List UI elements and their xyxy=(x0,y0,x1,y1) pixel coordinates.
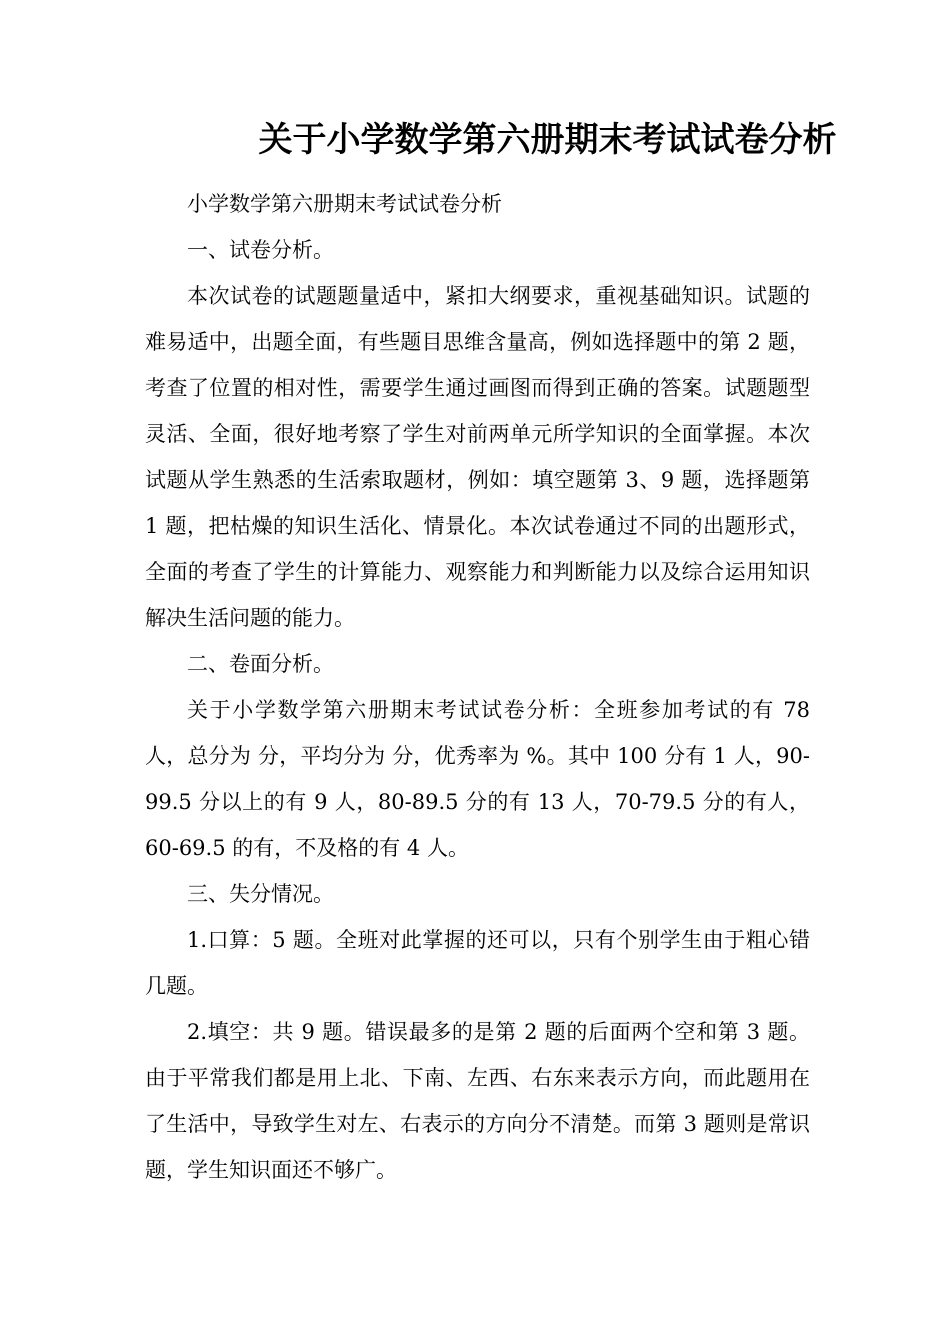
paragraph-subtitle: 小学数学第六册期末考试试卷分析 xyxy=(187,192,502,216)
section-heading-2: 二、卷面分析。 xyxy=(187,652,334,676)
paragraph-score-analysis: 关于小学数学第六册期末考试试卷分析：全班参加考试的有 78 人，总分为 分，平均分为 分，优秀率为 %。其中 100 分有 1 人，90-99.5 分以上的有 9 人，80-89.5 分的有 13 人，70-79.5 分的有人，60-69.5 的有，不及格的有 4 人。 xyxy=(145,698,810,860)
paragraph-mental-math: 1.口算：5 题。全班对此掌握的还可以，只有个别学生由于粗心错几题。 xyxy=(145,928,810,998)
paragraph-fill-in: 2.填空：共 9 题。错误最多的是第 2 题的后面两个空和第 3 题。由于平常我们都是用上北、下南、左西、右东来表示方向，而此题用在了生活中，导致学生对左、右表示的方向分不清楚。而第 3 题则是常识题，学生知识面还不够广。 xyxy=(145,1020,810,1182)
section-heading-1: 一、试卷分析。 xyxy=(187,238,334,262)
section-heading-3: 三、失分情况。 xyxy=(187,882,334,906)
document-body xyxy=(145,181,810,1193)
document-title: 关于小学数学第六册期末考试试卷分析 xyxy=(258,120,837,160)
paragraph-paper-analysis: 本次试卷的试题题量适中，紧扣大纲要求，重视基础知识。试题的难易适中，出题全面，有些题目思维含量高，例如选择题中的第 2 题，考查了位置的相对性，需要学生通过画图而得到正确的答案。试题题型灵活、全面，很好地考察了学生对前两单元所学知识的全面掌握。本次试题从学生熟悉的生活索取题材，例如：填空题第 3、9 题，选择题第 1 题，把枯燥的知识生活化、情景化。本次试卷通过不同的出题形式，全面的考查了学生的计算能力、观察能力和判断能力以及综合运用知识解决生活问题的能力。 xyxy=(145,284,810,630)
